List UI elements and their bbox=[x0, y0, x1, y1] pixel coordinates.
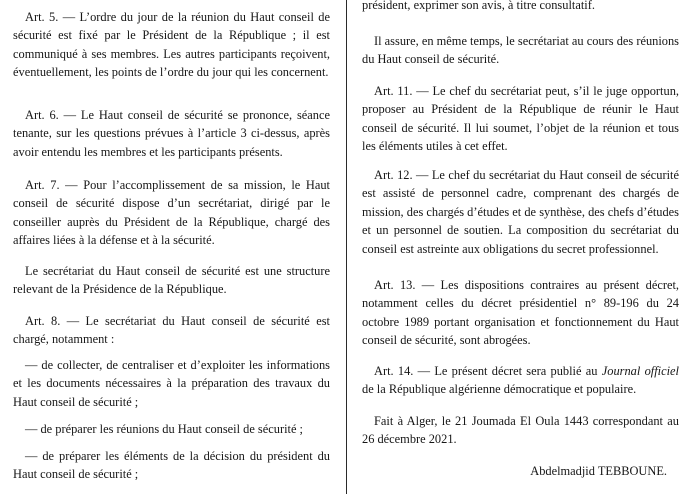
article-14-text-end: de la République algérienne démocratique et populaire. bbox=[362, 382, 637, 397]
signature: Abdelmadjid TEBBOUNE. bbox=[530, 464, 667, 478]
article-8-item-1: — de collecter, de centraliser et d’exploiter les informations et les documents nécessaires à la préparation des travaux du Haut conseil de sécurité ; bbox=[13, 358, 330, 409]
journal-officiel: Journal officiel bbox=[601, 364, 679, 378]
article-8: Art. 8. — Le secrétariat du Haut conseil de sécurité est chargé, notamment : bbox=[13, 314, 330, 347]
article-7: Art. 7. — Pour l’accomplissement de sa mission, le Haut conseil de sécurité dispose d’un secrétariat, dirigé par le conseiller auprès du Président de la République, chargé des affaires liées à la défense et à la sécurité. bbox=[13, 178, 330, 248]
article-8-item-2: — de préparer les réunions du Haut conseil de sécurité ; bbox=[25, 422, 304, 436]
signing-place-date: Fait à Alger, le 21 Joumada El Oula 1443 correspondant au 26 décembre 2021. bbox=[362, 414, 679, 447]
secretariat-duty: Il assure, en même temps, le secrétariat au cours des réunions du Haut conseil de sécurité. bbox=[362, 34, 679, 67]
article-14 bbox=[362, 362, 679, 399]
article-13: Art. 13. — Les dispositions contraires au présent décret, notamment celles du décret présidentiel n° 89-196 du 24 octobre 1989 portant organisation et fonctionnement du Haut conseil de sécurité, sont abrogées. bbox=[362, 278, 679, 348]
article-6: Art. 6. — Le Haut conseil de sécurité se prononce, séance tenante, sur les questions prévues à l’article 3 ci-dessus, après avoir entendu les membres et les participants présents. bbox=[13, 108, 330, 159]
article-7-secretariat: Le secrétariat du Haut conseil de sécurité est une structure relevant de la Présidence de la République. bbox=[13, 264, 330, 297]
column-divider bbox=[346, 0, 347, 494]
article-8-item-3: — de préparer les éléments de la décision du président du Haut conseil de sécurité ; bbox=[13, 449, 330, 482]
article-14-text-start: Art. 14. — Le présent décret sera publié au bbox=[374, 364, 602, 378]
article-continuation: président, exprimer son avis, à titre consultatif. bbox=[362, 0, 595, 12]
article-5: Art. 5. — L’ordre du jour de la réunion du Haut conseil de sécurité est fixé par le Président de la République ; il est communiqué à ses membres. Les autres participants reçoivent, éventuellement, les points de l’ordre du jour qui les concernent. bbox=[13, 10, 330, 80]
article-11: Art. 11. — Le chef du secrétariat peut, s’il le juge opportun, proposer au Président de la République de réunir le Haut conseil de sécurité. Il lui soumet, l’objet de la réunion et tous les éléments utiles à cet effet. bbox=[362, 84, 679, 154]
article-12: Art. 12. — Le chef du secrétariat du Haut conseil de sécurité est assisté de personnel cadre, comprenant des chargés de mission, des chargés d’études et de synthèse, des chefs d’études et un personnel de soutien. La composition du secrétariat du conseil est astreinte aux obligations du secret professionnel. bbox=[362, 168, 679, 256]
